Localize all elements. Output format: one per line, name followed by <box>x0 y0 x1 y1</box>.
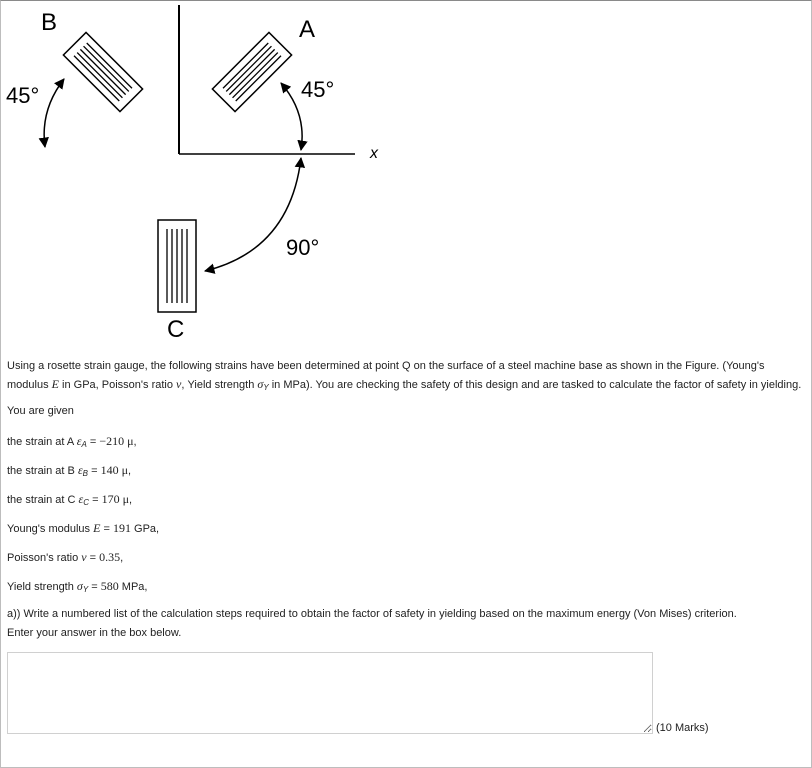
strain-b-line: the strain at B $\varepsilon_B = 140$ μ, <box>7 463 132 478</box>
rosette-figure <box>0 0 812 345</box>
gauge-c <box>158 220 196 312</box>
gauge-b-label: B <box>41 9 58 36</box>
angle-arc-a <box>281 83 302 150</box>
strain-a-line: the strain at A $\varepsilon_A = -210$ μ, <box>7 434 137 449</box>
part-a-prompt: a)) Write a numbered list of the calculation steps required to obtain the factor of safety in yielding based on the maximum energy (Von Mises) criterion. <box>7 608 737 620</box>
given-heading: You are given <box>7 405 74 417</box>
poisson-ratio-line: Poisson's ratio ν = 0.35, <box>7 550 124 564</box>
angle-b-label: 45° <box>6 83 40 108</box>
marks-label: (10 Marks) <box>656 722 709 734</box>
yield-strength-line: Yield strength $\sigma_Y = 580$ MPa, <box>7 579 148 594</box>
youngs-modulus-line: Young's modulus E = 191 GPa, <box>7 521 160 535</box>
gauge-b <box>63 32 142 111</box>
angle-a-label: 45° <box>301 77 335 102</box>
enter-answer-instruction: Enter your answer in the box below. <box>7 627 182 639</box>
answer-textarea[interactable] <box>7 652 653 734</box>
gauge-c-label: C <box>167 316 185 343</box>
angle-arc-b <box>44 79 64 147</box>
angle-c-label: 90° <box>286 235 320 260</box>
intro-line-1: Using a rosette strain gauge, the following strains have been determined at point Q on the surface of a steel machine base as shown in the Figure. (Young's <box>7 360 765 372</box>
gauge-a-label: A <box>299 16 316 43</box>
question-intro <box>7 357 807 397</box>
gauge-a <box>212 32 291 111</box>
x-axis-label: x <box>370 145 378 162</box>
intro-line-2: modulus E in GPa, Poisson's ratio ν, Yield strength $\sigma_Y$ in MPa). You are checking the safety of this design and are tasked to calculate the factor of safety in yielding. <box>7 377 802 392</box>
strain-c-line: the strain at C $\varepsilon_C = 170$ μ, <box>7 492 133 507</box>
